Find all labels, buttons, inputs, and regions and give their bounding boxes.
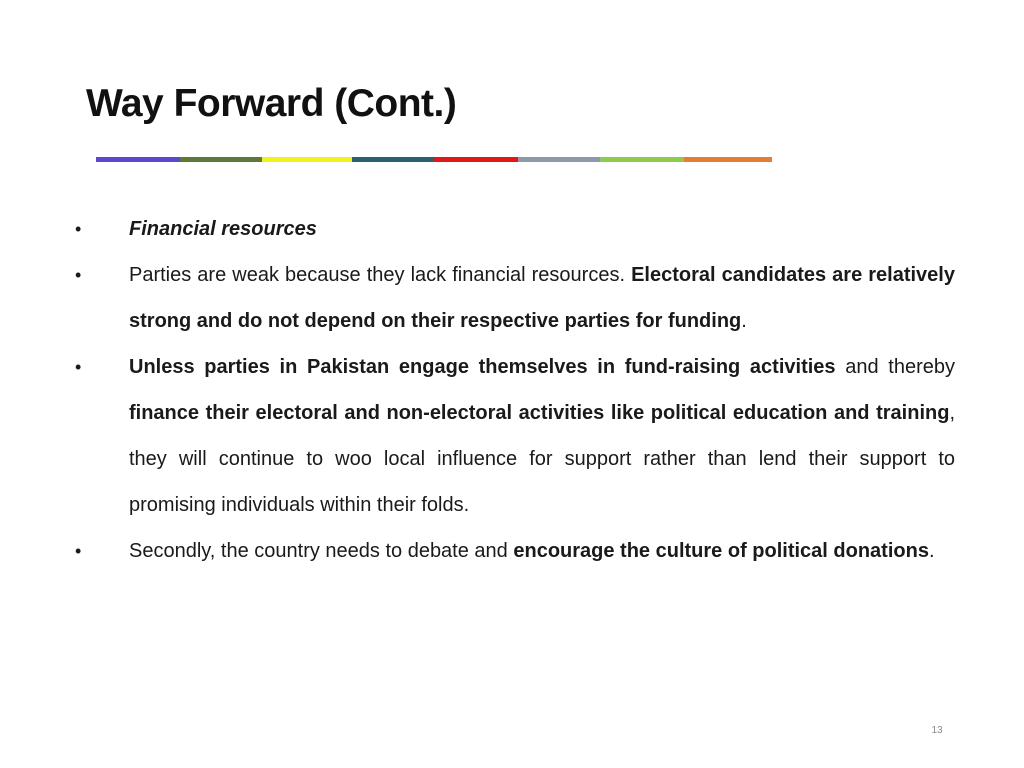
bullet-marker: • [75, 219, 82, 239]
bullet-text-run: finance their electoral and non-electoral activities like political education and training [129, 402, 950, 424]
bullet-text-run: Secondly, the country needs to debate and [129, 540, 514, 562]
bullet-text-run: . [928, 540, 935, 562]
bullet-marker: • [75, 265, 82, 285]
bullet-item [75, 528, 955, 574]
bullet-marker: • [75, 357, 82, 377]
bullet-item [75, 344, 955, 528]
color-bar-segment-7 [600, 157, 684, 162]
bullet-text-run: and thereby [835, 356, 955, 378]
bullet-text-run: Unless parties in Pakistan engage themselves in fund-raising activities [129, 356, 836, 378]
bullet-item [75, 252, 955, 344]
color-bar-segment-1 [96, 157, 180, 162]
color-bar-segment-5 [434, 157, 518, 162]
slide-title: Way Forward (Cont.) [86, 82, 457, 125]
bullet-text-run: Parties are weak because they lack financial resources. [129, 264, 632, 286]
bullet-item [75, 206, 955, 252]
color-bar-segment-2 [180, 157, 262, 162]
page-number: 13 [931, 725, 943, 736]
bullet-text-run: encourage the culture of political donations [513, 540, 929, 562]
bullet-marker: • [75, 541, 82, 561]
color-bar-segment-6 [518, 157, 600, 162]
color-bar-segment-3 [262, 157, 352, 162]
bullet-text-run: , they will continue to woo local influence for support rather than lend their support to promising individuals within their folds. [129, 402, 955, 516]
bullet-list [75, 206, 955, 574]
color-bar-segment-4 [352, 157, 434, 162]
bullet-text-run: Financial resources [129, 218, 317, 240]
title-underline-color-bar [96, 157, 772, 162]
color-bar-segment-8 [684, 157, 772, 162]
bullet-text-run: . [741, 310, 747, 332]
bullet-text-run: Electoral candidates are relatively strong and do not depend on their respective parties for funding [129, 264, 955, 332]
